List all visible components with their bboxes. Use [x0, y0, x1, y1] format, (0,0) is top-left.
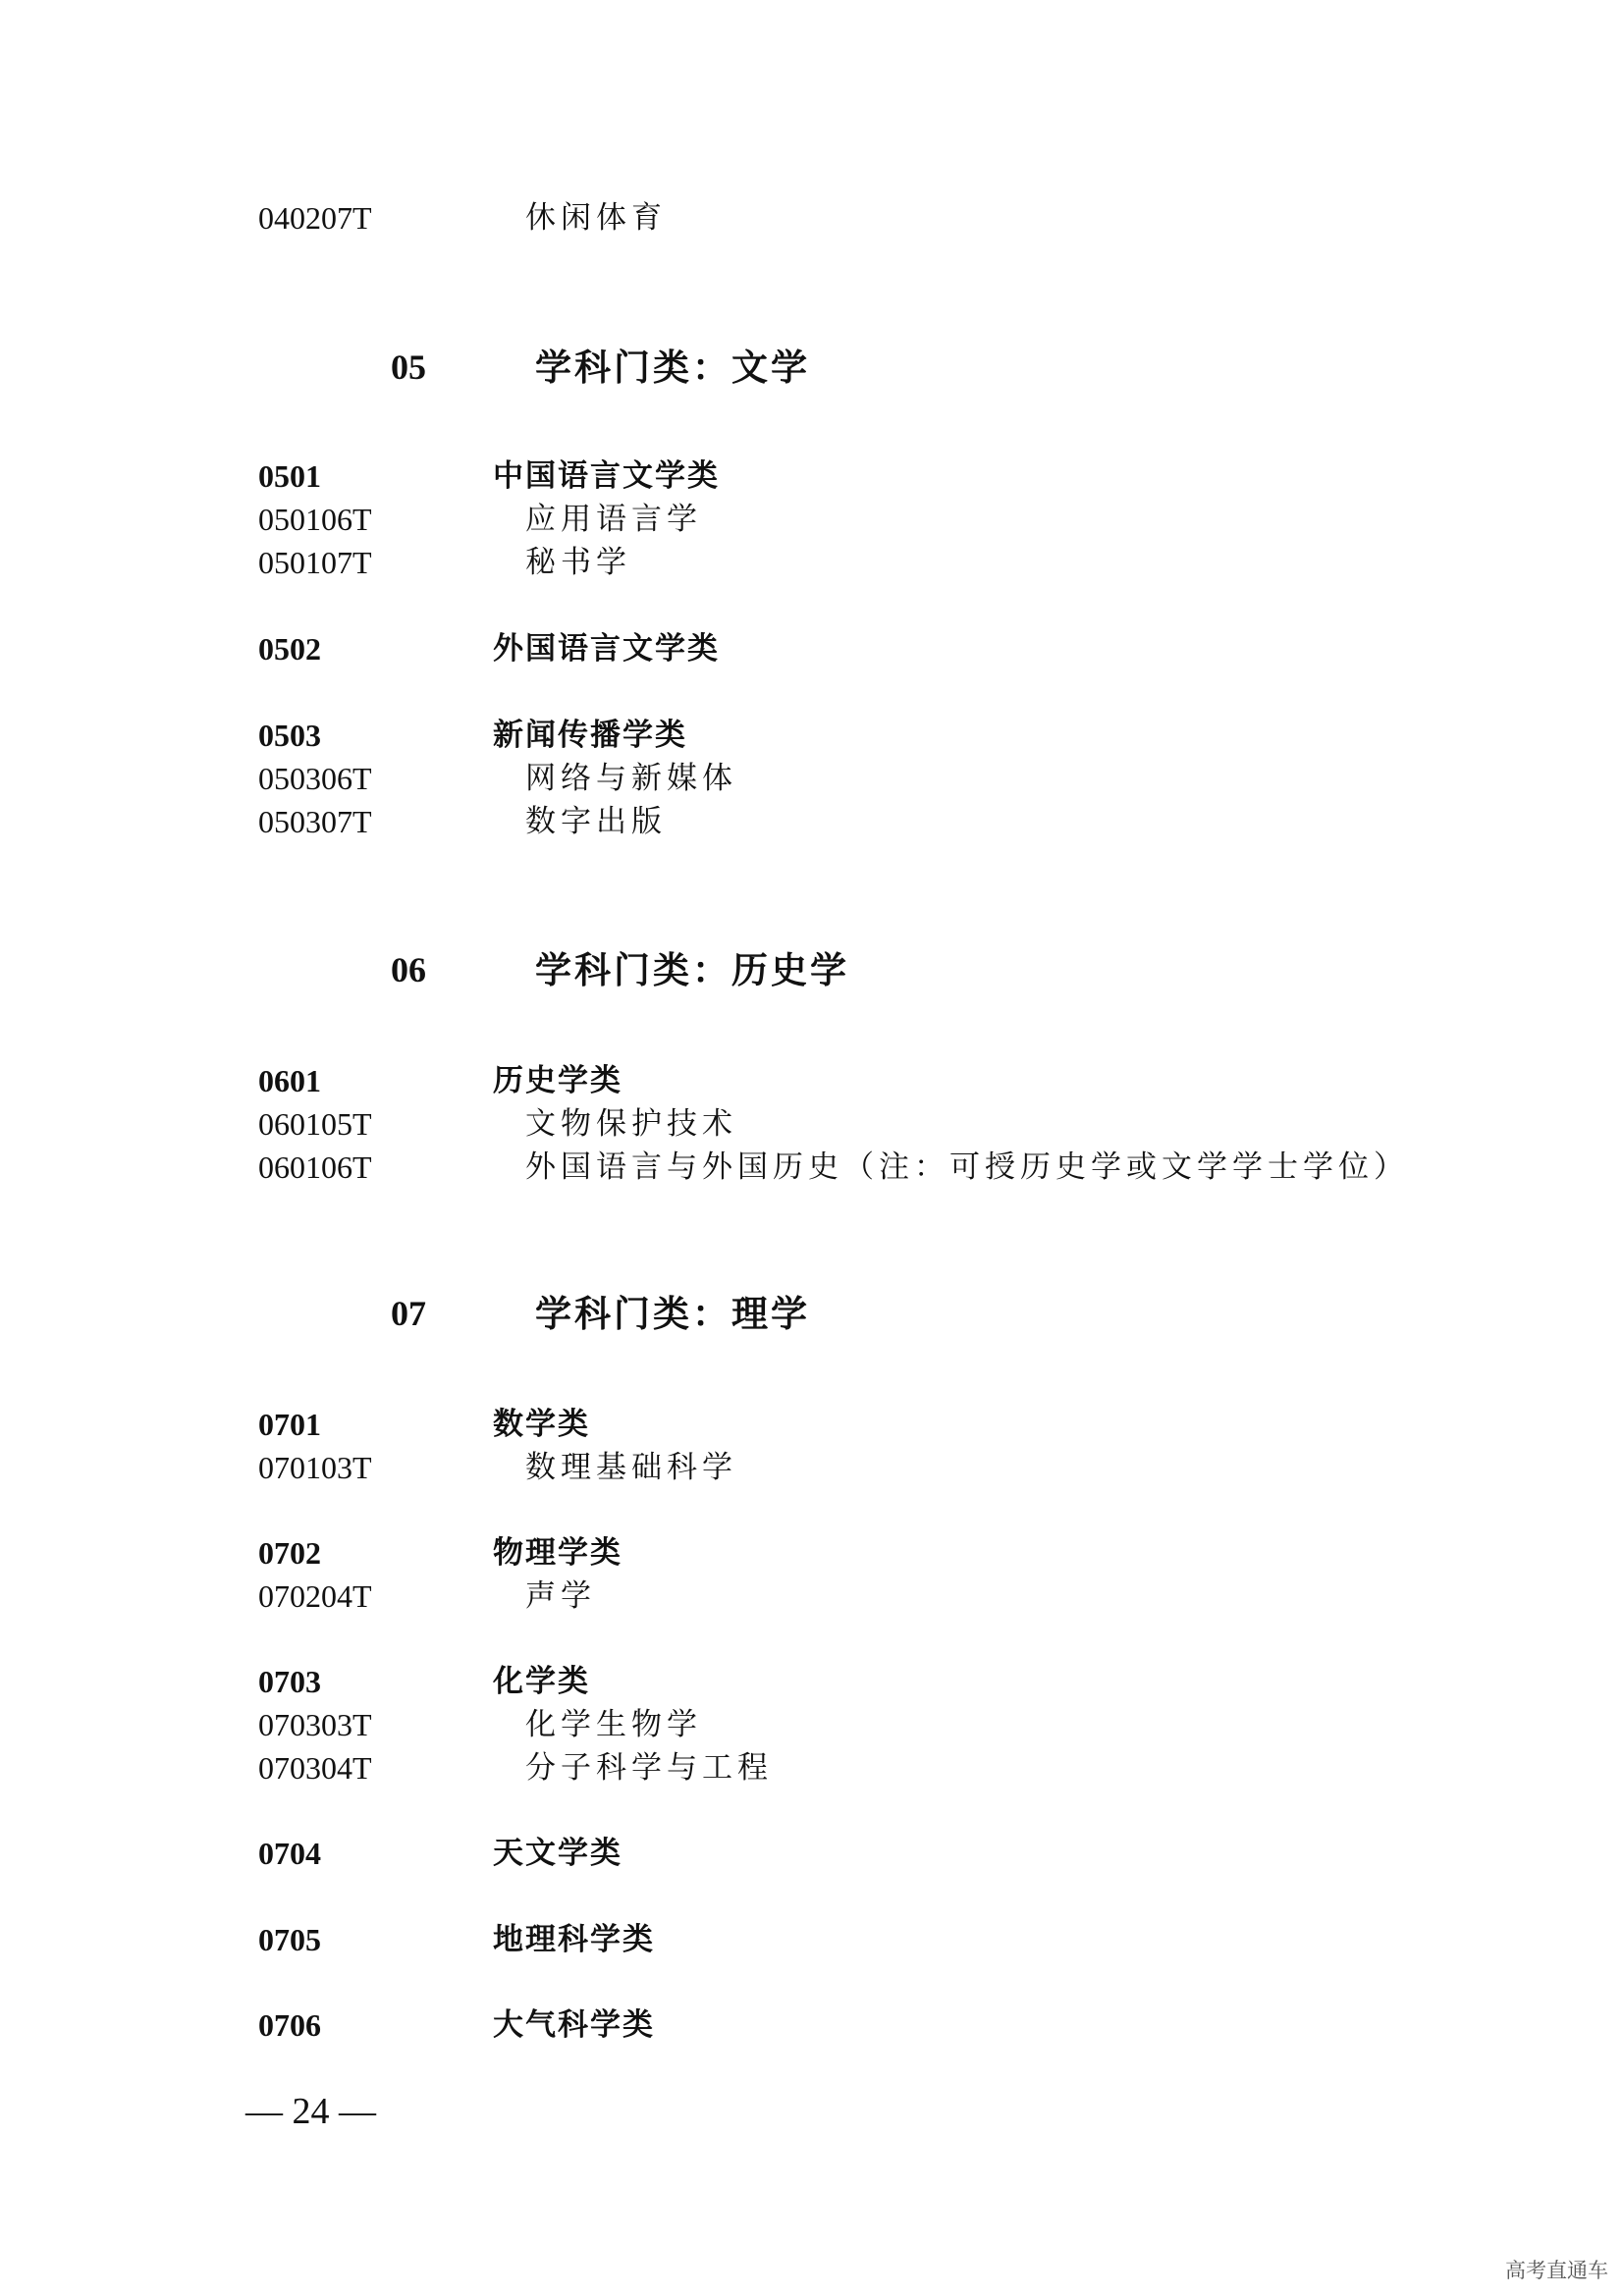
- class-code: 0702: [258, 1535, 321, 1571]
- major-code: 050107T: [258, 545, 372, 580]
- class-name: 历史学类: [493, 1063, 623, 1098]
- class-name: 大气科学类: [493, 2007, 655, 2043]
- major-row: [0, 196, 1624, 241]
- class-name: 新闻传播学类: [493, 718, 687, 753]
- class-name: 天文学类: [493, 1836, 623, 1871]
- major-row: [0, 1746, 1624, 1791]
- major-row: [0, 757, 1624, 802]
- major-name: 文物保护技术: [525, 1106, 737, 1142]
- major-name: 应用语言学: [525, 502, 702, 537]
- category-title: 学科门类：历史学: [535, 948, 849, 991]
- class-row: [0, 1403, 1624, 1448]
- major-code: 050106T: [258, 502, 372, 537]
- class-row: [0, 1660, 1624, 1705]
- class-code: 0501: [258, 458, 321, 494]
- major-row: [0, 1146, 1624, 1191]
- major-row: [0, 541, 1624, 586]
- class-code: 0601: [258, 1063, 321, 1098]
- major-row: [0, 1703, 1624, 1748]
- class-row: [0, 1832, 1624, 1877]
- class-name: 中国语言文学类: [493, 458, 720, 494]
- class-row: [0, 1531, 1624, 1576]
- major-code: 050306T: [258, 761, 372, 796]
- class-code: 0704: [258, 1836, 321, 1871]
- class-name: 物理学类: [493, 1535, 623, 1571]
- class-row: [0, 714, 1624, 759]
- major-code: 070304T: [258, 1750, 372, 1786]
- major-name: 秘书学: [525, 545, 631, 580]
- major-name: 休闲体育: [525, 200, 667, 236]
- class-name: 数学类: [493, 1407, 590, 1442]
- class-code: 0502: [258, 631, 321, 667]
- major-row: [0, 1102, 1624, 1148]
- major-row: [0, 1446, 1624, 1491]
- category-heading: [0, 942, 1624, 1001]
- major-code: 040207T: [258, 200, 372, 236]
- class-name: 地理科学类: [493, 1922, 655, 1957]
- major-code: 070204T: [258, 1578, 372, 1614]
- major-name: 分子科学与工程: [525, 1750, 773, 1786]
- category-code: 05: [391, 347, 426, 387]
- major-name: 外国语言与外国历史（注：可授历史学或文学学士学位）: [525, 1149, 1409, 1185]
- page-number: — 24 —: [245, 2091, 376, 2132]
- major-code: 070303T: [258, 1707, 372, 1742]
- major-row: [0, 800, 1624, 845]
- major-code: 060105T: [258, 1106, 372, 1142]
- class-code: 0701: [258, 1407, 321, 1442]
- class-row: [0, 1918, 1624, 1963]
- major-code: 050307T: [258, 804, 372, 839]
- class-name: 化学类: [493, 1664, 590, 1699]
- major-name: 数字出版: [525, 804, 667, 839]
- category-heading: [0, 1286, 1624, 1345]
- class-row: [0, 627, 1624, 672]
- class-row: [0, 2003, 1624, 2049]
- major-name: 化学生物学: [525, 1707, 702, 1742]
- class-code: 0503: [258, 718, 321, 753]
- class-code: 0705: [258, 1922, 321, 1957]
- major-row: [0, 498, 1624, 543]
- category-code: 07: [391, 1294, 426, 1333]
- category-title: 学科门类：文学: [535, 346, 810, 389]
- major-row: [0, 1575, 1624, 1620]
- watermark: 高考直通车: [1505, 2259, 1608, 2282]
- class-code: 0706: [258, 2007, 321, 2043]
- major-code: 060106T: [258, 1149, 372, 1185]
- class-code: 0703: [258, 1664, 321, 1699]
- category-title: 学科门类：理学: [535, 1292, 810, 1335]
- class-row: [0, 454, 1624, 500]
- major-name: 声学: [525, 1578, 596, 1614]
- category-code: 06: [391, 950, 426, 989]
- class-row: [0, 1059, 1624, 1104]
- major-name: 网络与新媒体: [525, 761, 737, 796]
- major-name: 数理基础科学: [525, 1450, 737, 1485]
- major-code: 070103T: [258, 1450, 372, 1485]
- category-heading: [0, 340, 1624, 399]
- class-name: 外国语言文学类: [493, 631, 720, 667]
